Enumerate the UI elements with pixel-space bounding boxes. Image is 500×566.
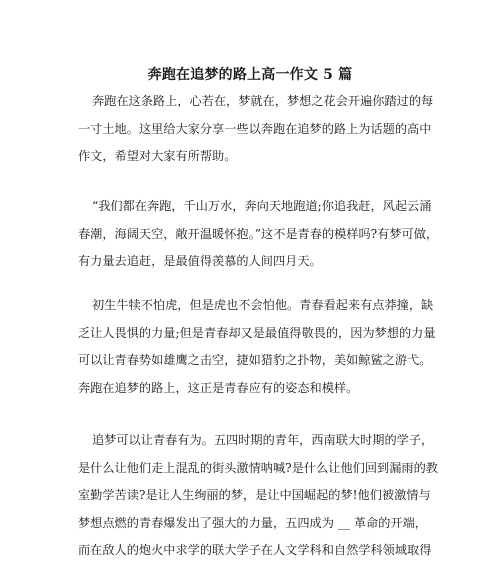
paragraph-line: 室勤学苦读?是让人生绚丽的梦，是让中国崛起的梦!他们被激情与 <box>78 488 431 503</box>
paragraph-4 <box>78 427 438 565</box>
paragraph-line: 可以让青春势如雄鹰之击空，捷如猎豹之扑物，美如鲸鲨之游弋。 <box>78 353 432 368</box>
document-title: 奔跑在追梦的路上高一作文 5 篇 <box>147 67 353 83</box>
paragraph-line: 有力量去追赶，是最值得羡慕的人间四月天。 <box>78 254 322 269</box>
paragraph-1 <box>78 88 438 171</box>
paragraph-3 <box>78 292 438 402</box>
paragraph-line: 初生牛犊不怕虎，但是虎也不会怕他。青春看起来有点莽撞，缺 <box>92 298 434 312</box>
paragraph-line: “我们都在奔跑，千山万水，奔向天地跑道;你追我赶，风起云涌 <box>92 199 432 213</box>
paragraph-line: 春潮，海阔天空，敞开温暖怀抱。”这不是青春的模样吗?有梦可做， <box>78 226 439 241</box>
paragraph-line: 奔跑在这条路上，心若在，梦就在，梦想之花会开遍你踏过的每 <box>92 94 434 108</box>
paragraph-line: 是什么让他们走上混乱的街头激情呐喊?是什么让他们回到漏雨的教 <box>78 460 438 475</box>
paragraph-line: 而在敌人的炮火中求学的联大学子在人文学科和自然学科领域取得 <box>78 543 432 558</box>
paragraph-line: 作文，希望对大家有所帮助。 <box>78 149 237 164</box>
paragraph-line: 奔跑在追梦的路上，这正是青春应有的姿态和模样。 <box>78 380 359 395</box>
paragraph-line: 一寸土地。这里给大家分享一些以奔跑在追梦的路上为话题的高中 <box>78 121 432 136</box>
paragraph-line: 乏让人畏惧的力量;但是青春却又是最值得敬畏的，因为梦想的力量 <box>78 325 436 340</box>
paragraph-line: 梦想点燃的青春爆发出了强大的力量，五四成为 __ 革命的开端， <box>78 515 427 530</box>
paragraph-2 <box>78 193 438 276</box>
paragraph-line: 追梦可以让青春有为。五四时期的青年，西南联大时期的学子， <box>92 433 434 447</box>
